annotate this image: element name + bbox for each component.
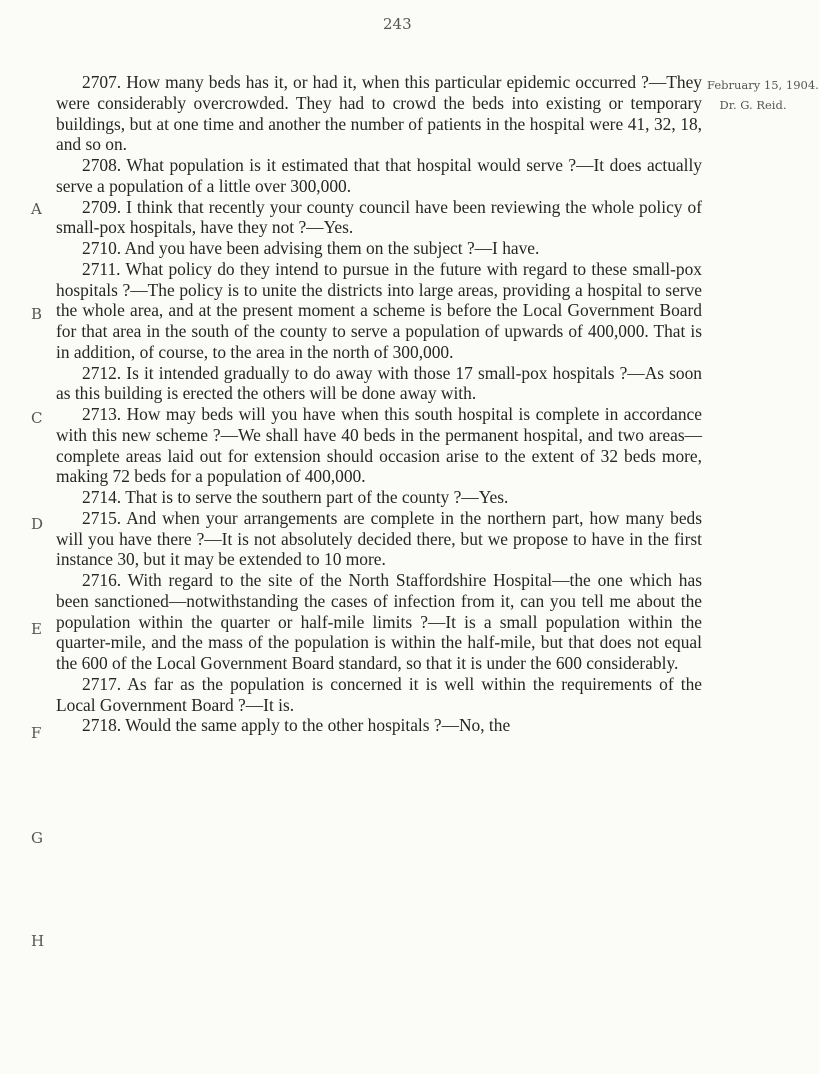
question-2709	[56, 197, 702, 239]
question-number: 2713.	[82, 404, 122, 424]
question-2714	[56, 487, 702, 508]
question-text: And when your arrangements are complete in the northern part, how many beds will you have there ?—It is not absolutely decided there, but we propose to have in the first instance 30, but it may be extended to 10 more.	[56, 507, 703, 570]
question-2713	[56, 404, 702, 487]
margin-letter-d: D	[31, 515, 44, 533]
question-text: As far as the population is concerned it is well within the requirements of the Local Government Board ?—It is.	[56, 673, 702, 715]
question-2708	[56, 155, 702, 197]
margin-letter-c: C	[31, 409, 43, 427]
question-number: 2711.	[82, 258, 121, 279]
question-text: What policy do they intend to pursue in the future with regard to these small-pox hospitals ?—The policy is to unite the districts into large areas, providing a hospital to serve the whole area, and at the present moment a scheme is before the Local Government Board for that area in the south of the county to serve a population of upwards of 400,000. That is in addition, of course, to the area in the north of 300,000.	[56, 258, 702, 362]
question-text: How many beds has it, or had it, when this particular epidemic occurred ?—They were considerably overcrowded. They had to crowd the beds into existing or temporary buildings, but at one time and another the number of patients in the hospital were 41, 32, 18, and so on.	[56, 72, 702, 155]
question-number: 2708.	[82, 155, 122, 175]
question-number: 2712.	[82, 362, 122, 383]
question-number: 2709.	[82, 196, 122, 217]
sidenote-date: February 15, 1904.	[707, 78, 819, 92]
margin-letter-f: F	[31, 724, 42, 742]
question-2711	[56, 259, 702, 363]
question-number: 2710.	[82, 238, 122, 258]
question-2716	[56, 570, 702, 674]
question-number: 2718.	[82, 715, 122, 736]
question-number: 2707.	[82, 72, 122, 92]
sidenote-witness: Dr. G. Reid.	[719, 98, 787, 112]
question-text: How may beds will you have when this south hospital is complete in accordance with this new scheme ?—We shall have 40 beds in the permanent hospital, and two areas—complete areas laid out for extension should occasion arise to the extent of 32 beds more, making 72 beds for a population of 400,000.	[56, 404, 702, 487]
margin-letter-b: B	[31, 305, 43, 323]
question-text: What population is it estimated that that hospital would serve ?—It does actually serve a population of a little over 300,000.	[56, 155, 702, 196]
margin-letter-g: G	[31, 829, 43, 847]
margin-letter-a: A	[31, 200, 42, 218]
question-2712	[56, 363, 702, 405]
margin-letter-h: H	[31, 932, 45, 950]
question-text: And you have been advising them on the subject ?—I have.	[124, 238, 540, 258]
question-text: I think that recently your county council have been reviewing the whole policy of small-pox hospitals, have they not ?—Yes.	[56, 196, 702, 238]
question-number: 2714.	[82, 487, 122, 507]
question-text: That is to serve the southern part of the county ?—Yes.	[125, 487, 509, 507]
evidence-text	[56, 72, 702, 736]
question-2707	[56, 72, 702, 155]
question-text: With regard to the site of the North Staffordshire Hospital—the one which has been sanctioned—notwithstanding the cases of infection from it, can you tell me about the population within the quarter or half-mile limits ?—It is a small population within the quarter-mile, and the mass of the population is within the half-mile, but that does not equal the 600 of the Local Government Board standard, so that it is under the 600 considerably.	[56, 570, 702, 673]
question-2715	[56, 508, 702, 570]
question-number: 2717.	[82, 673, 122, 694]
question-text: Would the same apply to the other hospitals ?—No, the	[125, 715, 511, 736]
question-number: 2716.	[82, 570, 122, 590]
question-2710	[56, 238, 702, 259]
page-number: 243	[383, 15, 412, 33]
question-2718	[56, 715, 702, 736]
question-number: 2715.	[82, 507, 122, 528]
question-2717	[56, 674, 702, 716]
margin-letter-e: E	[31, 620, 42, 638]
question-text: Is it intended gradually to do away with those 17 small-pox hospitals ?—As soon as this building is erected the others will be done away with.	[56, 362, 702, 404]
